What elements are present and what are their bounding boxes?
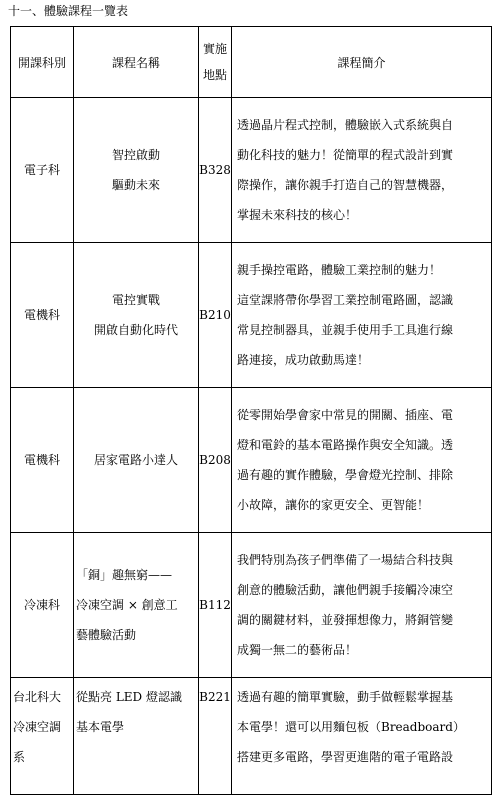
dept-line: 冷凍科	[23, 598, 60, 612]
description-cell	[232, 678, 492, 795]
header-course-name: 課程名稱	[74, 27, 199, 98]
course-name-cell	[74, 243, 199, 388]
header-location-line1: 實施	[202, 42, 227, 56]
course-name-line: 開啟自動化時代	[93, 323, 178, 337]
course-name-line: 藝體驗活動	[76, 628, 137, 642]
location-cell	[199, 678, 232, 795]
description-line: 過有趣的實作體驗，學會燈光控制、排除	[237, 468, 454, 482]
description-line: 燈和電鈴的基本電路操作與安全知識。透	[237, 438, 454, 452]
course-name-line: 智控啟動	[111, 148, 160, 162]
description-line: 從零開始學會家中常見的開關、插座、電	[237, 408, 454, 422]
dept-line: 系	[13, 750, 26, 764]
course-name-line: 居家電路小達人	[93, 453, 178, 467]
description-cell	[232, 533, 492, 678]
table-row	[11, 98, 492, 243]
page-title: 十一、體驗課程一覽表	[8, 4, 129, 18]
dept-line: 電子科	[23, 163, 60, 177]
description-line: 常見控制器具，並親手使用手工具進行線	[237, 323, 454, 337]
course-table	[10, 26, 492, 795]
description-line: 搭建更多電路，學習更進階的電子電路設	[237, 750, 454, 764]
description-line: 小故障，讓你的家更安全、更智能！	[237, 498, 430, 512]
dept-line: 冷凍空調	[13, 720, 62, 734]
dept-cell	[11, 388, 74, 533]
dept-line: 台北科大	[13, 690, 62, 704]
description-line: 這堂課將帶你學習工業控制電路圖，認識	[237, 293, 454, 307]
table-header-row	[11, 27, 492, 98]
dept-cell	[11, 533, 74, 678]
description-line: 路連接，成功啟動馬達！	[237, 353, 370, 367]
course-name-line: 冷凍空調 × 創意工	[76, 598, 178, 612]
dept-line: 電機科	[23, 308, 60, 322]
description-line: 親手操控電路，體驗工業控制的魅力！	[237, 263, 442, 277]
course-name-line: 從點亮 LED 燈認識	[76, 690, 182, 704]
description-cell	[232, 98, 492, 243]
course-name-line: 電控實戰	[111, 293, 160, 307]
course-name-cell	[74, 98, 199, 243]
description-cell	[232, 388, 492, 533]
description-cell	[232, 243, 492, 388]
table-row	[11, 533, 492, 678]
description-line: 透過有趣的簡單實驗，動手做輕鬆掌握基	[237, 690, 454, 704]
header-location-line2: 地點	[202, 68, 227, 82]
description-line: 調的關鍵材料，並發揮想像力，將銅管變	[237, 613, 454, 627]
course-name-line: 基本電學	[76, 720, 125, 734]
header-dept: 開課科別	[11, 27, 74, 98]
header-description: 課程簡介	[232, 27, 492, 98]
course-name-cell	[74, 388, 199, 533]
dept-cell	[11, 98, 74, 243]
table-row	[11, 243, 492, 388]
location-cell: B112	[199, 533, 232, 678]
description-line: 透過晶片程式控制，體驗嵌入式系統與自	[237, 118, 454, 132]
header-location	[199, 27, 232, 98]
description-line: 創意的體驗活動，讓他們親手接觸冷凍空	[237, 583, 454, 597]
description-line: 際操作，讓你親手打造自己的智慧機器，	[237, 178, 454, 192]
dept-line: 電機科	[23, 453, 60, 467]
description-line: 成獨一無二的藝術品！	[237, 643, 358, 657]
table-row	[11, 388, 492, 533]
course-name-line: 「銅」趣無窮——	[76, 568, 173, 582]
location-cell: B328	[199, 98, 232, 243]
dept-cell	[11, 243, 74, 388]
course-name-cell	[74, 678, 199, 795]
location-cell: B208	[199, 388, 232, 533]
dept-cell	[11, 678, 74, 795]
table-row	[11, 678, 492, 795]
description-line: 我們特別為孩子們準備了一場結合科技與	[237, 553, 454, 567]
description-line: 動化科技的魅力！從簡單的程式設計到實	[237, 148, 454, 162]
location-line: B221	[199, 690, 231, 704]
location-cell: B210	[199, 243, 232, 388]
description-line: 本電學！還可以用麵包板（Breadboard）	[237, 720, 465, 734]
course-name-line: 驅動未來	[111, 178, 160, 192]
description-line: 掌握未來科技的核心！	[237, 208, 358, 222]
course-name-cell	[74, 533, 199, 678]
